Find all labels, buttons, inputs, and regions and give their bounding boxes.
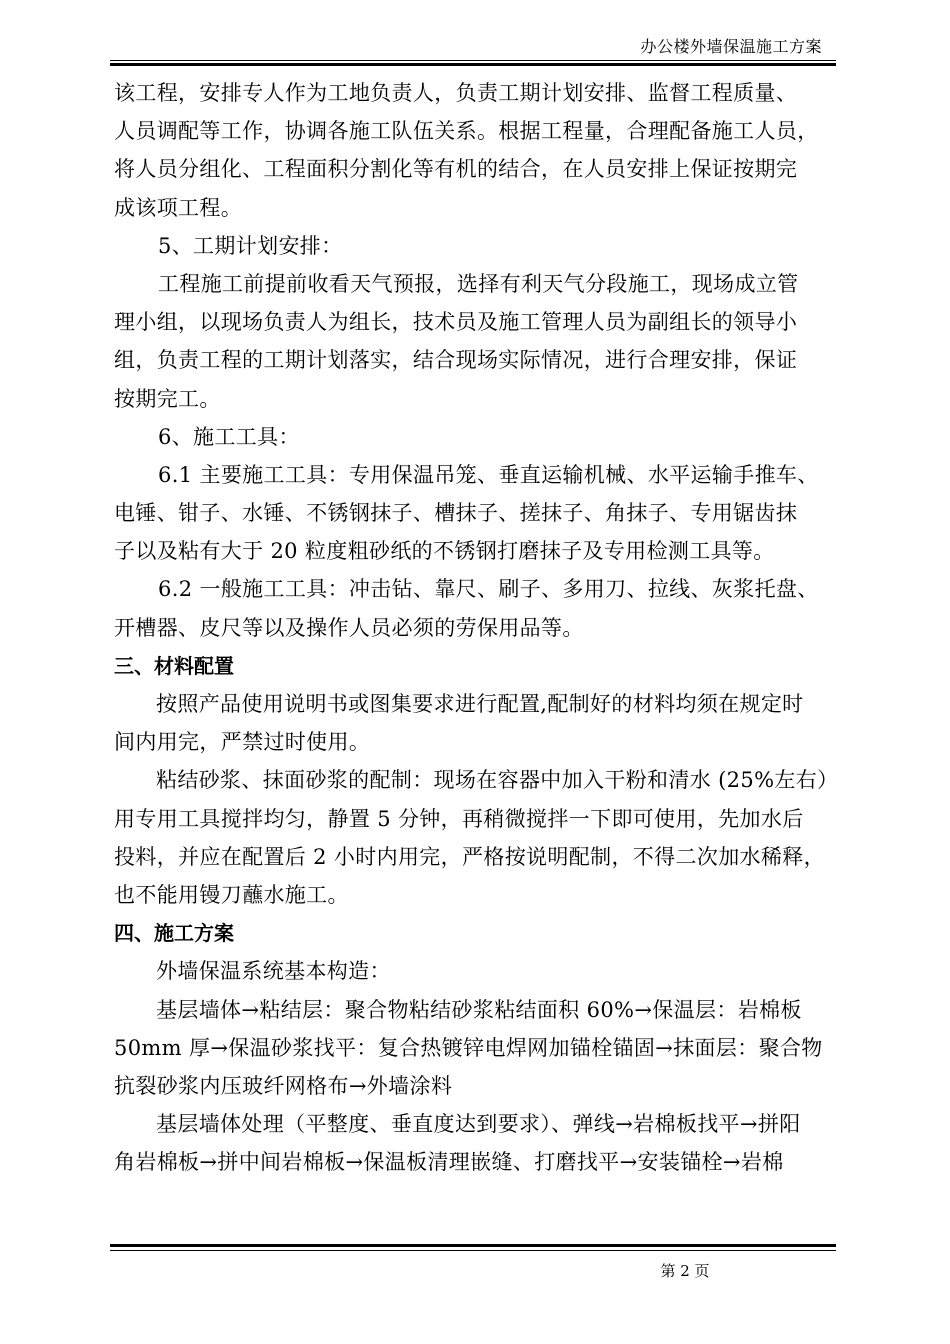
- section-heading-construction: 四、施工方案: [114, 921, 234, 946]
- paragraph-line: 角岩棉板→拼中间岩棉板→保温板清理嵌缝、打磨找平→安装锚栓→岩棉: [114, 1150, 784, 1175]
- paragraph-line: 粘结砂浆、抹面砂浆的配制：现场在容器中加入干粉和清水 (25%左右）: [156, 768, 839, 793]
- paragraph-line: 50mm 厚→保温砂浆找平：复合热镀锌电焊网加锚栓锚固→抹面层：聚合物: [114, 1035, 823, 1060]
- paragraph-line: 子以及粘有大于 20 粒度粗砂纸的不锈钢打磨抹子及专用检测工具等。: [114, 539, 775, 564]
- paragraph-line: 电锤、钳子、水锤、不锈钢抹子、槽抹子、搓抹子、角抹子、专用锯齿抹: [114, 501, 798, 526]
- paragraph-line: 抗裂砂浆内压玻纤网格布→外墙涂料: [114, 1073, 453, 1098]
- page-number-label: 第 2 页: [660, 1262, 710, 1280]
- paragraph-line: 按期完工。: [114, 386, 221, 411]
- subheading-schedule: 5、工期计划安排：: [158, 233, 343, 258]
- paragraph-line: 基层墙体处理（平整度、垂直度达到要求）、弹线→岩棉板找平→拼阳: [156, 1112, 801, 1137]
- paragraph-line: 投料，并应在配置后 2 小时内用完，严格按说明配制，不得二次加水稀释，: [114, 844, 825, 869]
- paragraph-line: 6.2 一般施工工具：冲击钻、靠尺、刷子、多用刀、拉线、灰浆托盘、: [158, 577, 819, 602]
- paragraph-line: 成该项工程。: [114, 195, 243, 220]
- paragraph-line: 基层墙体→粘结层：聚合物粘结砂浆粘结面积 60%→保温层：岩棉板: [156, 997, 802, 1022]
- subheading-tools: 6、施工工具：: [158, 424, 300, 449]
- paragraph-line: 6.1 主要施工工具：专用保温吊笼、垂直运输机械、水平运输手推车、: [158, 462, 819, 487]
- paragraph-line: 将人员分组化、工程面积分割化等有机的结合，在人员安排上保证按期完: [114, 157, 798, 182]
- paragraph-line: 开槽器、皮尺等以及操作人员必须的劳保用品等。: [114, 615, 584, 640]
- paragraph-line: 组，负责工程的工期计划落实，结合现场实际情况，进行合理安排，保证: [114, 348, 798, 373]
- section-heading-materials: 三、材料配置: [114, 653, 234, 678]
- document-body: [114, 74, 840, 1181]
- paragraph-line: 外墙保温系统基本构造：: [156, 959, 391, 984]
- paragraph-line: 用专用工具搅拌均匀，静置 5 分钟，再稍微搅拌一下即可使用，先加水后: [114, 806, 804, 831]
- paragraph-line: 工程施工前提前收看天气预报，选择有利天气分段施工，现场成立管: [158, 271, 799, 296]
- footer-rule-thin: [110, 1250, 836, 1251]
- paragraph-line: 人员调配等工作，协调各施工队伍关系。根据工程量，合理配备施工人员，: [114, 119, 819, 144]
- header-rule-thin: [110, 60, 836, 61]
- page-number: [0, 1260, 950, 1281]
- paragraph-line: 间内用完，严禁过时使用。: [114, 730, 371, 755]
- page-header-title: 办公楼外墙保温施工方案: [640, 37, 822, 56]
- paragraph-line: 按照产品使用说明书或图集要求进行配置,配制好的材料均须在规定时: [156, 692, 804, 716]
- paragraph-line: 也不能用镘刀蘸水施工。: [114, 882, 349, 907]
- footer-rule-thick: [110, 1244, 836, 1247]
- header-rule-thick: [110, 63, 836, 66]
- paragraph-line: 理小组，以现场负责人为组长，技术员及施工管理人员为副组长的领导小: [114, 310, 798, 335]
- paragraph-line: 该工程，安排专人作为工地负责人，负责工期计划安排、监督工程质量、: [114, 81, 798, 105]
